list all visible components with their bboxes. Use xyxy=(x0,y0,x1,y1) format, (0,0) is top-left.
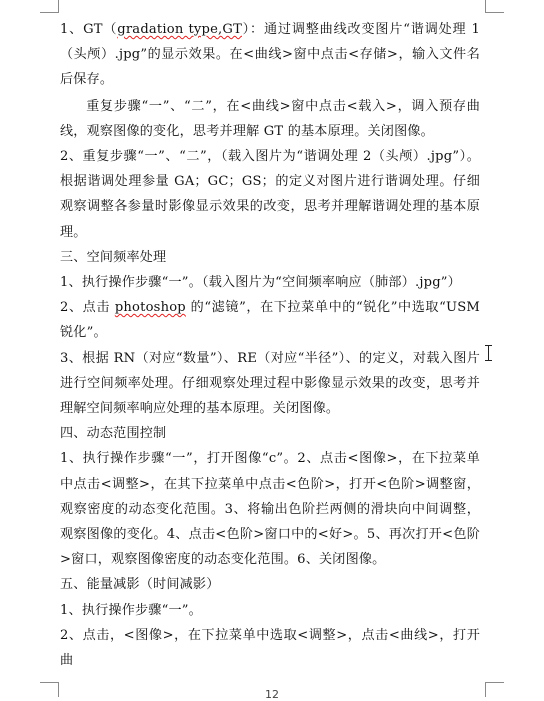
document-body[interactable] xyxy=(60,17,480,673)
paragraph-rn-re: 3、根据 RN（对应“数量”）、RE（对应“半径”）、的定义，对载入图片进行空间频率处理。仔细观察处理过程中影像显示效果的改变，思考并理解空间频率响应处理的基本原理。关闭图像。 xyxy=(60,350,480,417)
margin-corner-mark xyxy=(485,0,504,13)
section-heading-dynamic-range: 四、动态范围控制 xyxy=(60,426,167,442)
paragraph-curves-steps: 2、点击，<图像>，在下拉菜单中选取<调整>，点击<曲线>，打开曲 xyxy=(60,627,480,669)
paragraph-levels-steps: 1、执行操作步骤“一”，打开图像“c”。2、点击<图像>，在下拉菜单中点击<调整>，在其下拉菜单中点击<色阶>，打开<色阶>调整窗，观察密度的动态变化范围。3、将输出色阶拦两侧的滑块向中间调整，观察图像的变化。4、点击<色阶>窗口中的<好>。5、再次打开<色阶>窗口，观察图像密度的动态变化范围。6、关闭图像。 xyxy=(60,451,480,568)
spellcheck-flagged-word: photoshop xyxy=(114,300,186,316)
spellcheck-flagged-word: gradation type,GT xyxy=(117,22,243,37)
paragraph-repeat-steps: 重复步骤“一”、“二”，在<曲线>窗中点击<载入>，调入预存曲线，观察图像的变化，思考并理解 GT 的基本原理。关闭图像。 xyxy=(60,98,480,139)
margin-corner-mark xyxy=(40,0,59,13)
paragraph-load-lung-image: 1、执行操作步骤“一”。（载入图片为“空间频率响应（肺部）.jpg”） xyxy=(60,275,461,291)
paragraph-usm-sharpen: 2、点击 photoshop 的“滤镜”，在下拉菜单中的“锐化”中选取“USM 锐化”。 xyxy=(60,300,481,341)
paragraph-step-one: 1、执行操作步骤“一”。 xyxy=(60,602,202,618)
section-heading-spatial-frequency: 三、空间频率处理 xyxy=(60,249,167,265)
page-number: 12 xyxy=(265,688,279,701)
paragraph-harmonic-params: 2、重复步骤“一”、“二”，（载入图片为“谐调处理 2（头颅）.jpg”）。根据谐调处理参量 GA；GC；GS；的定义对图片进行谐调处理。仔细观察调整各参量时影像显示效果的改变，思考并理解谐调处理的基本原理。 xyxy=(60,149,480,240)
paragraph-gt: 1、GT（gradation type,GT）：通过调整曲线改变图片“谐调处理 1（头颅）.jpg”的显示效果。在<曲线>窗中点击<存储>，输入文件名后保存。 xyxy=(60,22,481,88)
section-heading-energy-subtraction: 五、能量减影（时间减影） xyxy=(60,577,220,593)
i-beam-cursor-icon xyxy=(488,345,495,361)
